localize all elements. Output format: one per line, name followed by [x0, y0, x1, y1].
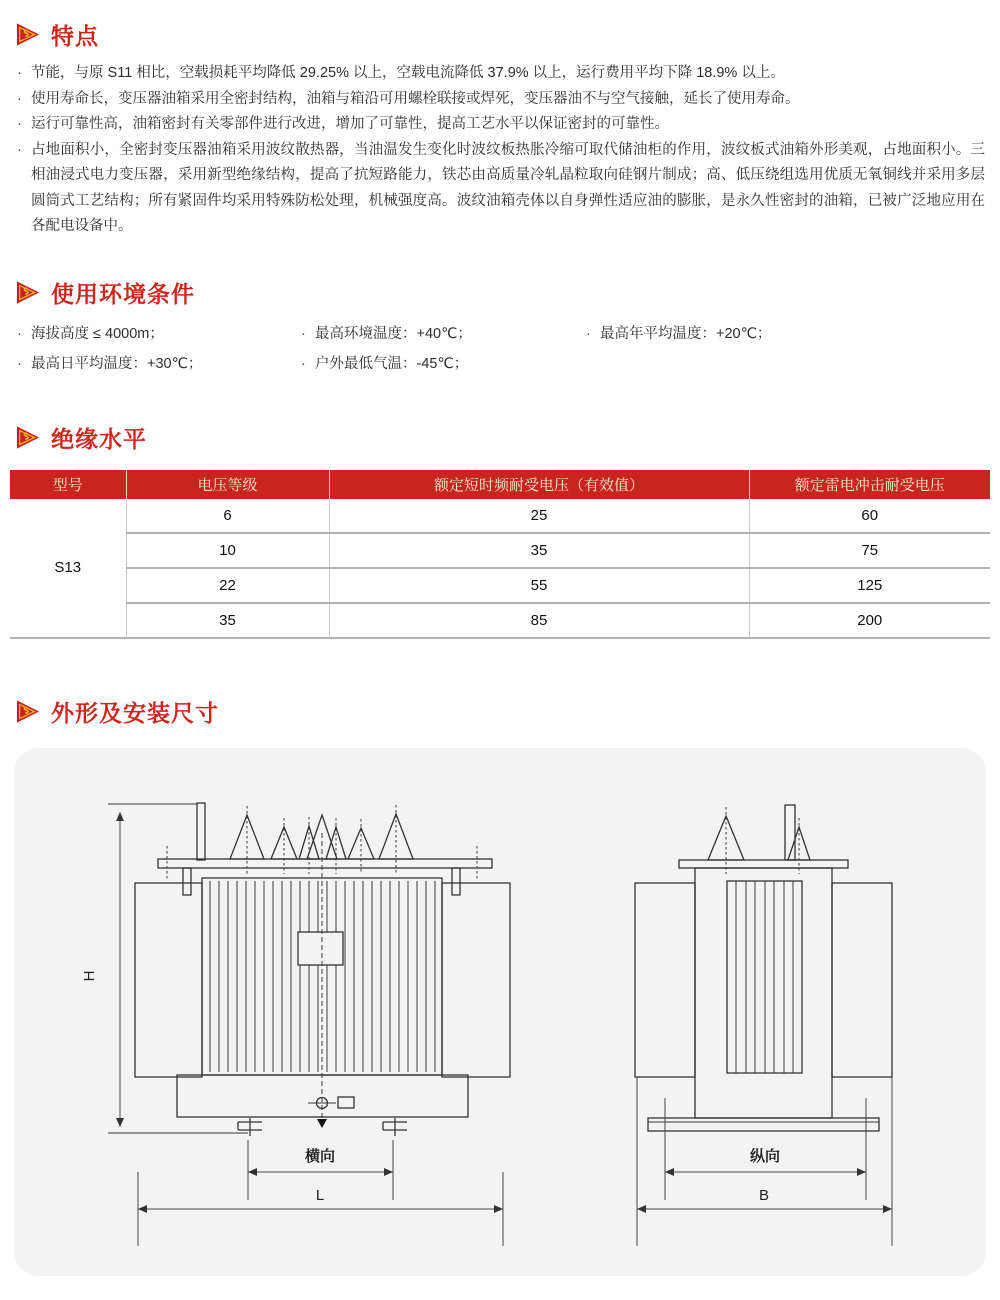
feature-text: 占地面积小，全密封变压器油箱采用波纹散热器，当油温发生变化时波纹板热胀冷缩可取代储油柜的作用，波纹板式油箱外形美观，占地面积小。三相油浸式电力变压器，采用新型绝缘结构，提高了抗短路能力，铁芯由高质量冷轧晶粒取向硅钢片制成；高、低压绕组选用优质无氧铜线并采用多层圆筒式工艺结构；所有紧固件均采用特殊防松处理，机械强度高。波纹油箱壳体以自身弹性适应油的膨胀，是永久性密封的油箱，已被广泛地应用在各配电设备中。 — [31, 141, 985, 234]
section-dimensions — [16, 695, 985, 1276]
feature-item — [16, 138, 985, 240]
length-dim-label: L — [315, 1186, 325, 1204]
dimensions-title: 外形及安装尺寸 — [51, 699, 219, 726]
section-marker-icon — [16, 425, 40, 450]
bushings-front — [230, 805, 413, 874]
breadth-dim-label: B — [758, 1186, 770, 1204]
feature-text: 节能，与原 S11 相比，空载损耗平均降低 29.25% 以上，空载电流降低 37.9% 以上，运行费用平均下降 18.9% 以上。 — [31, 65, 785, 81]
feature-item — [16, 112, 985, 138]
table-cell: 85 — [329, 603, 749, 638]
environment-header — [16, 276, 985, 309]
front-width-dim-label: 横向 — [304, 1147, 336, 1165]
model-cell: S13 — [10, 499, 126, 638]
table-cell: 55 — [329, 568, 749, 603]
section-marker-icon — [16, 22, 40, 47]
table-row — [10, 603, 990, 638]
insulation-table — [10, 470, 990, 639]
environment-item — [16, 353, 300, 375]
bullet-marker: · — [301, 325, 306, 342]
header-lightning-impulse-withstand: 额定雷电冲击耐受电压 — [749, 470, 990, 499]
feature-text: 运行可靠性高，油箱密封有关零部件进行改进，增加了可靠性，提高工艺水平以保证密封的可靠性。 — [31, 116, 669, 132]
features-header — [16, 18, 985, 51]
environment-text: 最高日平均温度：+30℃； — [31, 355, 203, 372]
environment-text: 最高年平均温度：+20℃； — [600, 325, 772, 342]
bullet-marker: · — [17, 116, 22, 132]
feature-text: 使用寿命长，变压器油箱采用全密封结构，油箱与箱沿可用螺栓联接或焊死，变压器油不与空气接触，延长了使用寿命。 — [31, 90, 800, 107]
table-cell: 25 — [329, 499, 749, 533]
height-dim-label: H — [81, 970, 98, 981]
environment-item — [300, 353, 585, 375]
environment-list — [16, 323, 985, 375]
header-short-duration-withstand: 额定短时频耐受电压（有效值） — [329, 470, 749, 499]
header-model: 型号 — [10, 470, 126, 499]
section-environment — [16, 276, 985, 375]
table-cell: 10 — [126, 533, 329, 568]
feature-item — [16, 87, 985, 113]
table-row — [10, 533, 990, 568]
table-row — [10, 568, 990, 603]
environment-text: 最高环境温度：+40℃； — [315, 325, 472, 342]
insulation-title: 绝缘水平 — [51, 425, 147, 452]
bullet-marker: · — [301, 355, 306, 372]
header-voltage-class: 电压等级 — [126, 470, 329, 499]
environment-item — [585, 323, 985, 345]
insulation-header — [16, 421, 985, 454]
environment-item — [16, 323, 300, 345]
table-row — [10, 499, 990, 533]
dimensions-header — [16, 695, 985, 728]
table-cell: 6 — [126, 499, 329, 533]
bullet-marker: · — [17, 325, 22, 342]
table-header-row — [10, 470, 990, 499]
environment-text: 户外最低气温：-45℃； — [315, 355, 469, 372]
section-marker-icon — [16, 699, 40, 724]
section-marker-icon — [16, 280, 40, 305]
table-cell: 22 — [126, 568, 329, 603]
bullet-marker: · — [586, 325, 591, 342]
bullet-marker: · — [17, 355, 22, 372]
bullet-marker: · — [17, 65, 22, 81]
feature-item — [16, 61, 985, 87]
table-cell: 75 — [749, 533, 990, 568]
bullet-marker: · — [17, 141, 22, 158]
drawing-panel — [14, 748, 986, 1276]
table-cell: 200 — [749, 603, 990, 638]
features-title: 特点 — [51, 23, 99, 49]
table-cell: 125 — [749, 568, 990, 603]
nameplate — [298, 932, 343, 965]
side-width-dim-label: 纵向 — [749, 1147, 781, 1165]
section-features — [16, 18, 985, 240]
features-list — [16, 61, 985, 240]
table-cell: 35 — [329, 533, 749, 568]
transformer-outline-drawing — [14, 748, 986, 1276]
table-cell: 35 — [126, 603, 329, 638]
front-view-drawing — [81, 803, 510, 1246]
section-insulation — [16, 421, 985, 639]
bullet-marker: · — [17, 90, 22, 107]
environment-item — [300, 323, 585, 345]
side-view-drawing — [635, 805, 892, 1246]
table-cell: 60 — [861, 506, 879, 524]
environment-text: 海拔高度 ≤ 4000m； — [31, 325, 164, 342]
environment-title: 使用环境条件 — [51, 280, 195, 307]
